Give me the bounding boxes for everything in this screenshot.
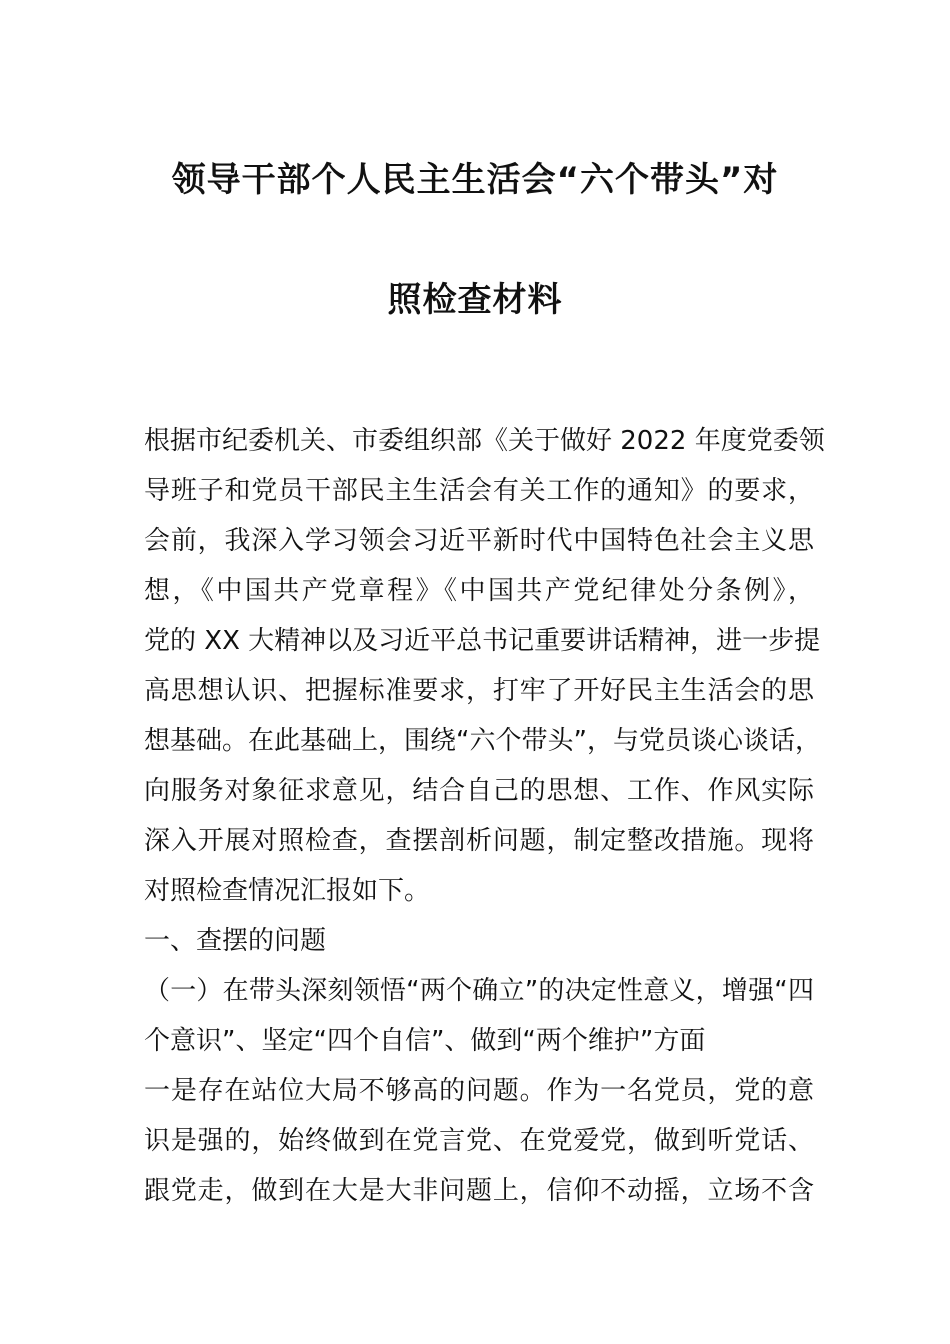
document-title-line-1: 领导干部个人民主生活会“六个带头”对 bbox=[171, 160, 779, 200]
body-line: 对照检查情况汇报如下。 bbox=[144, 876, 431, 906]
subsection-heading-line: 个意识”、坚定“四个自信”、做到“两个维护”方面 bbox=[144, 1026, 706, 1056]
document-body bbox=[144, 416, 825, 1216]
body-line: 会前，我深入学习领会习近平新时代中国特色社会主义思 bbox=[144, 526, 814, 556]
body-line: 深入开展对照检查，查摆剖析问题，制定整改措施。现将 bbox=[144, 826, 814, 856]
body-line: 导班子和党员干部民主生活会有关工作的通知》的要求， bbox=[144, 476, 814, 506]
body-line: 一是存在站位大局不够高的问题。作为一名党员，党的意 bbox=[144, 1076, 814, 1106]
body-line: 跟党走，做到在大是大非问题上，信仰不动摇，立场不含 bbox=[144, 1176, 814, 1206]
body-line: 向服务对象征求意见，结合自己的思想、工作、作风实际 bbox=[144, 776, 814, 806]
body-line: 党的 XX 大精神以及习近平总书记重要讲话精神，进一步提 bbox=[144, 626, 821, 656]
document-title-line-2: 照检查材料 bbox=[387, 280, 563, 320]
body-line: 高思想认识、把握标准要求，打牢了开好民主生活会的思 bbox=[144, 676, 814, 706]
body-line: 识是强的，始终做到在党言党、在党爱党，做到听党话、 bbox=[144, 1126, 814, 1156]
subsection-heading-line: （一）在带头深刻领悟“两个确立”的决定性意义，增强“四 bbox=[144, 976, 814, 1006]
body-line: 根据市纪委机关、市委组织部《关于做好 2022 年度党委领 bbox=[144, 426, 825, 456]
section-heading: 一、查摆的问题 bbox=[144, 926, 327, 956]
body-line: 想，《中国共产党章程》《中国共产党纪律处分条例》， bbox=[144, 576, 814, 606]
body-line: 想基础。在此基础上，围绕“六个带头”，与党员谈心谈话， bbox=[144, 726, 821, 756]
